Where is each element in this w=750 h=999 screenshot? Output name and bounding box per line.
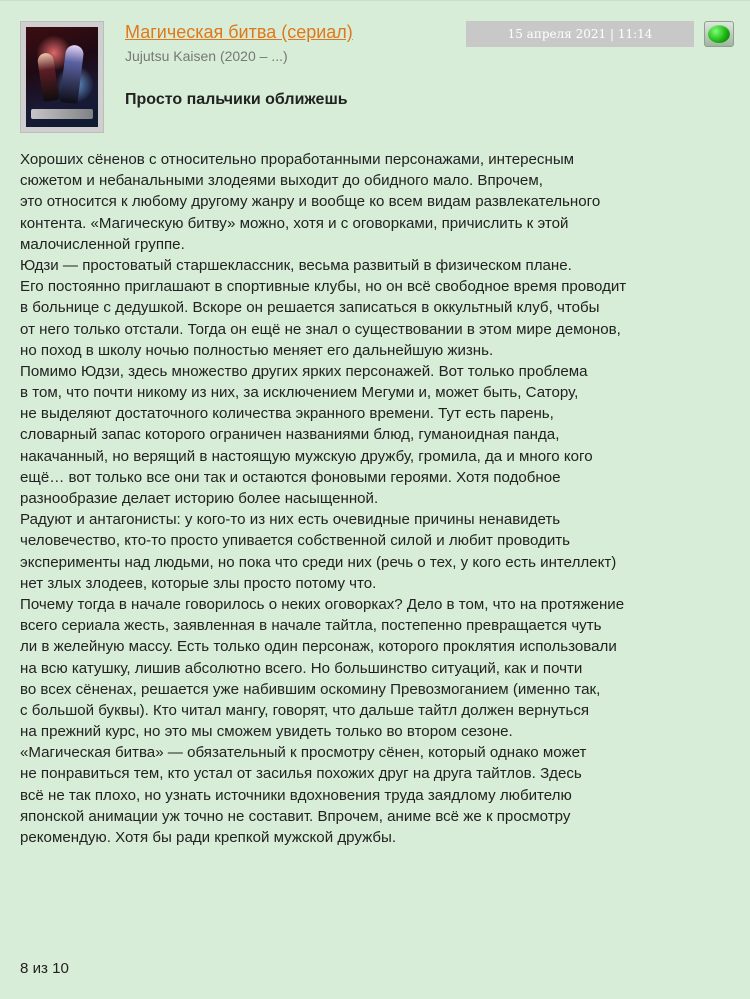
review-line: всё не так плохо, но узнать источники вдохновения труда заядлому любителю — [20, 786, 572, 804]
review-line: человечество, кто-то просто упивается собственной силой и любит проводить — [20, 532, 571, 550]
review-line: Его постоянно приглашают в спортивные клубы, но он всё свободное время проводит — [20, 278, 627, 296]
review-line: японской анимации уж точно не составит. Впрочем, аниме всё же к просмотру — [20, 807, 571, 825]
review-line: во всех сёненах, решается уже набившим оскомину Превозмоганием (именно так, — [20, 680, 601, 698]
review-rating: 8 из 10 — [20, 960, 69, 977]
review-line: не понравиться тем, кто устал от засилья похожих друг на друга тайтлов. Здесь — [20, 765, 582, 783]
film-subtitle: Jujutsu Kaisen (2020 – ...) — [125, 48, 288, 64]
film-title-link[interactable]: Магическая битва (сериал) — [125, 22, 353, 42]
review-line: с большой буквы). Кто читал мангу, говорят, что дальше тайтл должен вернуться — [20, 701, 590, 719]
review-line: «Магическая битва» — обязательный к просмотру сёнен, который однако может — [20, 744, 587, 762]
review-line: Юдзи — простоватый старшеклассник, весьма развитый в физическом плане. — [20, 256, 572, 274]
review-line: на прежний курс, но это мы сможем увидеть только во втором сезоне. — [20, 723, 513, 741]
review-line: всего сериала жесть, заявленная в начале тайтла, постепенно превращается чуть — [20, 617, 602, 635]
review-line: нет злых злодеев, которые злы просто потому что. — [20, 574, 377, 592]
review-line: контента. «Магическую битву» можно, хотя и с оговорками, причислить к этой — [20, 214, 569, 232]
review-date: 15 апреля 2021 | 11:14 — [466, 21, 694, 47]
review-line: на всю катушку, лишив абсолютно всего. Но большинство ситуаций, как и почти — [20, 659, 583, 677]
review-line: ещё… вот только все они так и остаются фоновыми героями. Хотя подобное — [20, 468, 561, 486]
review-line: Помимо Юдзи, здесь множество других ярких персонажей. Вот только проблема — [20, 362, 588, 380]
review-paragraph-2 — [20, 255, 720, 361]
poster-title-bar — [31, 109, 93, 119]
review-paragraph-1 — [20, 149, 720, 255]
review-line: в том, что почти никому из них, за исключением Мегуми и, может быть, Сатору, — [20, 384, 579, 402]
review-paragraph-6 — [20, 742, 720, 848]
review-line: ли в желейную массу. Есть только один персонаж, которого проклятия использовали — [20, 638, 617, 656]
review-line: накачанный, но верящий в настоящую мужскую дружбу, громила, да и много кого — [20, 447, 593, 465]
review-line: это относится к любому другому жанру и вообще ко всем видам развлекательного — [20, 193, 601, 211]
review-line: Почему тогда в начале говорилось о неких оговорках? Дело в том, что на протяжение — [20, 595, 625, 613]
review-paragraph-5 — [20, 594, 720, 742]
review-line: не выделяют достаточного количества экранного времени. Тут есть парень, — [20, 405, 554, 423]
review-line: малочисленной группе. — [20, 235, 185, 253]
review-line: Радуют и антагонисты: у кого-то из них есть очевидные причины ненавидеть — [20, 511, 561, 529]
review-line: в больнице с дедушкой. Вскоре он решается записаться в оккультный клуб, чтобы — [20, 299, 600, 317]
poster-frame[interactable] — [20, 21, 104, 133]
positive-review-icon — [704, 21, 734, 47]
review-paragraph-4 — [20, 509, 720, 594]
review-line: словарный запас которого ограничен названиями блюд, гуманоидная панда, — [20, 426, 560, 444]
review-paragraph-3 — [20, 361, 720, 509]
review-body — [20, 149, 720, 848]
review-heading: Просто пальчики оближешь — [125, 91, 348, 108]
review-line: но поход в школу ночью полностью меняет его дальнейшую жизнь. — [20, 341, 494, 359]
review-line: от него только отстали. Тогда он ещё не знал о существовании в этом мире демонов, — [20, 320, 621, 338]
review-line: рекомендую. Хотя бы ради крепкой мужской дружбы. — [20, 829, 397, 846]
review-line: эксперименты над людьми, но пока что среди них (речь о тех, у кого есть интеллект) — [20, 553, 617, 571]
review-line: сюжетом и небанальными злодеями выходит до обидного мало. Впрочем, — [20, 172, 543, 190]
review-line: разнообразие делает историю более насыщенной. — [20, 490, 379, 507]
review-line: Хороших сёненов с относительно проработанными персонажами, интересным — [20, 151, 575, 168]
anime-poster-image[interactable] — [26, 27, 98, 127]
